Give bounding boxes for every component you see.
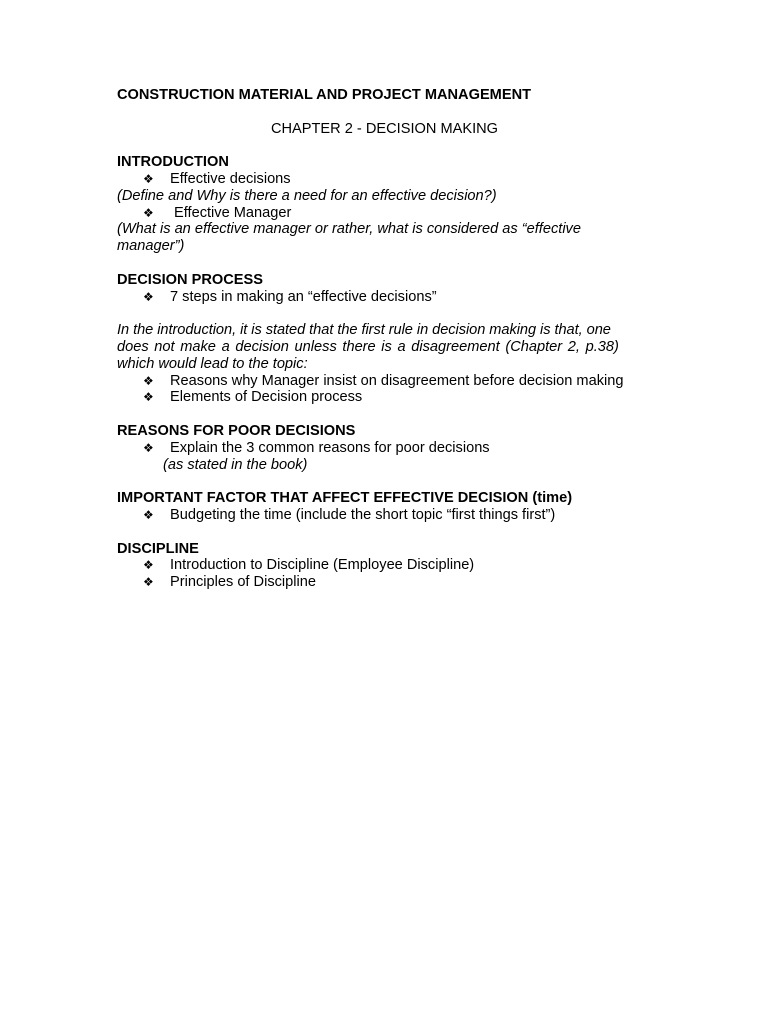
list-item [117, 440, 652, 457]
list-item [117, 289, 652, 306]
document-title: CONSTRUCTION MATERIAL AND PROJECT MANAGEMENT [117, 87, 532, 103]
list-item-text: Effective Manager [174, 204, 292, 221]
paragraph-line: In the introduction, it is stated that the first rule in decision making is that, one [117, 322, 611, 339]
list-item-text: Reasons why Manager insist on disagreement before decision making [170, 372, 624, 389]
list-item [117, 557, 652, 574]
list-item-text: Budgeting the time (include the short topic “first things first”) [170, 506, 556, 523]
section-important-factor [117, 490, 652, 524]
list-item-text: Introduction to Discipline (Employee Discipline) [170, 557, 475, 574]
section-heading: IMPORTANT FACTOR THAT AFFECT EFFECTIVE DECISION (time) [117, 490, 573, 507]
section-note: (Define and Why is there a need for an effective decision?) [117, 187, 497, 204]
section-heading: DISCIPLINE [117, 540, 199, 557]
list-item [117, 389, 652, 406]
list-item [117, 507, 652, 524]
chapter-title: CHAPTER 2 - DECISION MAKING [270, 120, 499, 137]
diamond-bullet-icon: ❖ [143, 171, 154, 186]
diamond-bullet-icon: ❖ [143, 373, 154, 388]
list-item-text: Explain the 3 common reasons for poor decisions [170, 439, 490, 456]
spacer [117, 473, 652, 490]
section-heading: DECISION PROCESS [117, 271, 263, 288]
list-item [117, 373, 652, 390]
diamond-bullet-icon: ❖ [143, 575, 154, 590]
diamond-bullet-icon: ❖ [143, 558, 154, 573]
list-item-text: Elements of Decision process [170, 389, 363, 406]
list-item-text: Principles of Discipline [170, 574, 316, 591]
diamond-bullet-icon: ❖ [143, 289, 154, 304]
spacer [117, 255, 652, 272]
spacer [117, 305, 652, 322]
spacer [117, 137, 652, 154]
list-item [117, 205, 652, 222]
diamond-bullet-icon: ❖ [143, 205, 154, 220]
list-item [117, 574, 652, 591]
paragraph-line: does not make a decision unless there is a disagreement (Chapter 2, p.38) [117, 338, 619, 355]
section-heading: INTRODUCTION [117, 154, 229, 171]
diamond-bullet-icon: ❖ [143, 390, 154, 405]
section-discipline [117, 541, 652, 591]
section-note: (What is an effective manager or rather, what is considered as “effective [117, 221, 581, 238]
list-item [117, 171, 652, 188]
document-content [117, 87, 652, 591]
section-poor-decisions [117, 423, 652, 473]
list-item-text: Effective decisions [170, 170, 291, 187]
section-note: manager”) [117, 238, 185, 255]
section-introduction [117, 154, 652, 255]
section-heading: REASONS FOR POOR DECISIONS [117, 422, 356, 439]
section-decision-process [117, 272, 652, 406]
spacer [117, 406, 652, 423]
list-item-text: 7 steps in making an “effective decisions” [170, 288, 437, 305]
diamond-bullet-icon: ❖ [143, 440, 154, 455]
diamond-bullet-icon: ❖ [143, 507, 154, 522]
section-note: (as stated in the book) [163, 456, 308, 473]
paragraph-line: which would lead to the topic: [117, 355, 308, 372]
spacer [117, 524, 652, 541]
